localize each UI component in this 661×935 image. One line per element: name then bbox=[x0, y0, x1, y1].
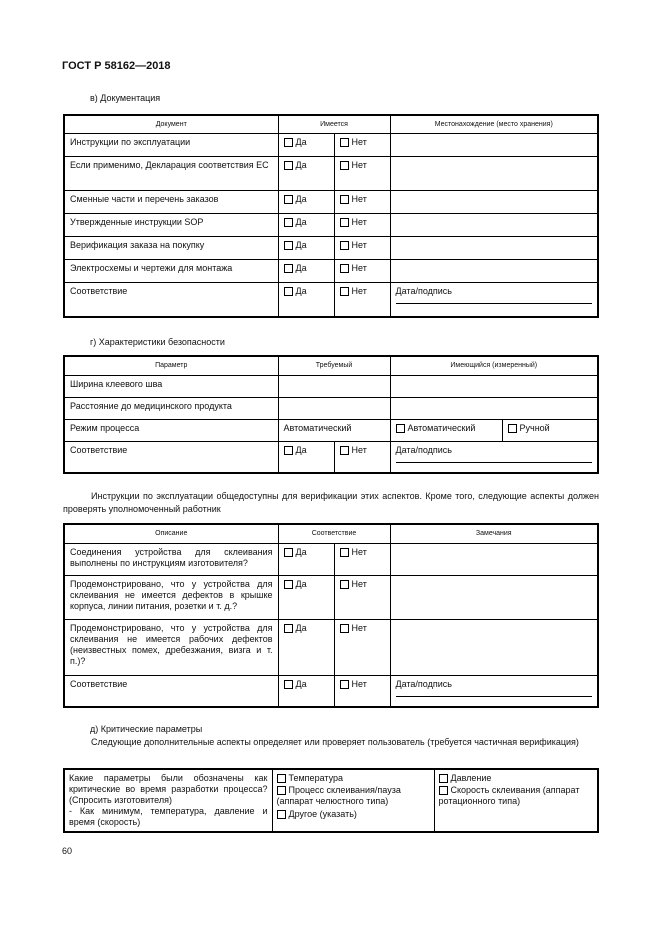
section-g-title: г) Характеристики безопасности bbox=[90, 337, 225, 347]
section-d-text: Следующие дополнительные аспекты определяет или проверяет пользователь (требуется частичная верификация) bbox=[91, 737, 579, 747]
row-label: Верификация заказа на покупку bbox=[64, 236, 278, 259]
section-d-title: д) Критические параметры bbox=[90, 724, 203, 734]
table-row: Соответствие Да Нет Дата/подпись bbox=[64, 675, 598, 707]
critical-hint: - Как минимум, температура, давление и время (скорость) bbox=[69, 806, 268, 827]
location-cell[interactable] bbox=[390, 236, 598, 259]
checkbox-yes[interactable] bbox=[284, 680, 293, 689]
checkbox-yes[interactable] bbox=[284, 161, 293, 170]
instructions-paragraph: Инструкции по эксплуатации общедоступны для верификации этих аспектов. Кроме того, следующие аспекты должен проверять уполномоченный работник bbox=[63, 491, 599, 514]
table-row: Инструкции по эксплуатации Да Нет bbox=[64, 133, 598, 156]
checkbox-no[interactable] bbox=[340, 446, 349, 455]
document-header: ГОСТ Р 58162—2018 bbox=[62, 60, 171, 72]
checkbox-pause[interactable] bbox=[277, 786, 286, 795]
location-cell[interactable] bbox=[390, 190, 598, 213]
documentation-table bbox=[63, 114, 599, 318]
checkbox-no[interactable] bbox=[340, 195, 349, 204]
col-compliance: Соответствие bbox=[278, 524, 390, 543]
col-required: Требуемый bbox=[278, 356, 390, 375]
checkbox-no[interactable] bbox=[340, 241, 349, 250]
row-label: Если применимо, Декларация соответствия ЕС bbox=[64, 156, 278, 190]
row-label: Соответствие bbox=[64, 282, 278, 317]
row-label: Электросхемы и чертежи для монтажа bbox=[64, 259, 278, 282]
col-parameter: Параметр bbox=[64, 356, 278, 375]
checkbox-no[interactable] bbox=[340, 138, 349, 147]
checkbox-yes[interactable] bbox=[284, 218, 293, 227]
signature-field[interactable]: Дата/подпись bbox=[396, 286, 592, 304]
col-remarks: Замечания bbox=[390, 524, 598, 543]
checkbox-no[interactable] bbox=[340, 624, 349, 633]
row-label: Продемонстрировано, что у устройства для склеивания не имеется рабочих дефектов (неизвестных помех, дребезжания, визга и т. п.)? bbox=[64, 619, 278, 675]
checkbox-speed[interactable] bbox=[439, 786, 448, 795]
safety-table bbox=[63, 355, 599, 474]
checkbox-yes[interactable] bbox=[284, 264, 293, 273]
table-row: Соответствие Да Нет Дата/подпись bbox=[64, 441, 598, 473]
table-row: Верификация заказа на покупку Да Нет bbox=[64, 236, 598, 259]
checkbox-yes[interactable] bbox=[284, 195, 293, 204]
row-label: Режим процесса bbox=[64, 419, 278, 441]
table-row: Соединения устройства для склеивания выполнены по инструкциям изготовителя? Да Нет bbox=[64, 543, 598, 575]
col-measured: Имеющийся (измеренный) bbox=[390, 356, 598, 375]
row-label: Сменные части и перечень заказов bbox=[64, 190, 278, 213]
row-label: Утвержденные инструкции SOP bbox=[64, 213, 278, 236]
checkbox-no[interactable] bbox=[340, 580, 349, 589]
checkbox-no[interactable] bbox=[340, 680, 349, 689]
row-label: Соединения устройства для склеивания выполнены по инструкциям изготовителя? bbox=[64, 543, 278, 575]
table-row: Продемонстрировано, что у устройства для склеивания не имеется рабочих дефектов (неизвестных помех, дребезжания, визга и т. п.)? Да Нет bbox=[64, 619, 598, 675]
checkbox-yes[interactable] bbox=[284, 287, 293, 296]
col-available: Имеется bbox=[278, 115, 390, 133]
checkbox-temperature[interactable] bbox=[277, 774, 286, 783]
location-cell[interactable] bbox=[390, 213, 598, 236]
checkbox-other[interactable] bbox=[277, 810, 286, 819]
row-label: Соответствие bbox=[64, 675, 278, 707]
checkbox-no[interactable] bbox=[340, 218, 349, 227]
checks-table bbox=[63, 523, 599, 708]
row-label: Продемонстрировано, что у устройства для склеивания не имеется дефектов в крышке корпуса, линии питания, розетки и т. д.? bbox=[64, 575, 278, 619]
measured-cell[interactable] bbox=[390, 397, 598, 419]
col-description: Описание bbox=[64, 524, 278, 543]
location-cell[interactable] bbox=[390, 156, 598, 190]
checkbox-yes[interactable] bbox=[284, 548, 293, 557]
table-row bbox=[64, 397, 598, 419]
checkbox-pressure[interactable] bbox=[439, 774, 448, 783]
checkbox-automatic[interactable] bbox=[396, 424, 405, 433]
required-cell[interactable] bbox=[278, 375, 390, 397]
checkbox-yes[interactable] bbox=[284, 138, 293, 147]
table-row: Соответствие Да Нет Дата/подпись bbox=[64, 282, 598, 317]
remarks-cell[interactable] bbox=[390, 619, 598, 675]
checkbox-yes[interactable] bbox=[284, 580, 293, 589]
checkbox-no[interactable] bbox=[340, 264, 349, 273]
col-location: Местонахождение (место хранения) bbox=[390, 115, 598, 133]
section-v-title: в) Документация bbox=[90, 93, 161, 103]
row-label: Соответствие bbox=[64, 441, 278, 473]
page-number: 60 bbox=[62, 846, 73, 856]
checkbox-yes[interactable] bbox=[284, 624, 293, 633]
measured-cell[interactable] bbox=[390, 375, 598, 397]
row-label: Ширина клеевого шва bbox=[64, 375, 278, 397]
required-mode: Автоматический bbox=[278, 419, 390, 441]
location-cell[interactable] bbox=[390, 133, 598, 156]
table-row: Утвержденные инструкции SOP Да Нет bbox=[64, 213, 598, 236]
remarks-cell[interactable] bbox=[390, 543, 598, 575]
col-document: Документ bbox=[64, 115, 278, 133]
table-row: Если применимо, Декларация соответствия ЕС Да Нет bbox=[64, 156, 598, 190]
location-cell[interactable] bbox=[390, 259, 598, 282]
table-row: Продемонстрировано, что у устройства для склеивания не имеется дефектов в крышке корпуса, линии питания, розетки и т. д.? Да Нет bbox=[64, 575, 598, 619]
table-row bbox=[64, 375, 598, 397]
critical-question: Какие параметры были обозначены как критические во время разработки процесса? (Спросить изготовителя) bbox=[69, 773, 268, 805]
checkbox-yes[interactable] bbox=[284, 446, 293, 455]
checkbox-manual[interactable] bbox=[508, 424, 517, 433]
signature-field[interactable]: Дата/подпись bbox=[396, 679, 593, 697]
checkbox-no[interactable] bbox=[340, 548, 349, 557]
checkbox-no[interactable] bbox=[340, 161, 349, 170]
critical-parameters-table: Какие параметры были обозначены как критические во время разработки процесса? (Спросить изготовителя) - Как минимум, температура, давление и время (скорость) Температура Процесс склеивания/пауза (аппарат челюстного типа) Другое (указать) Давление Скорость склеивания (аппарат ротационного типа) bbox=[63, 768, 599, 833]
table-row: Электросхемы и чертежи для монтажа Да Нет bbox=[64, 259, 598, 282]
row-label: Инструкции по эксплуатации bbox=[64, 133, 278, 156]
required-cell[interactable] bbox=[278, 397, 390, 419]
signature-field[interactable]: Дата/подпись bbox=[396, 445, 592, 463]
row-label: Расстояние до медицинского продукта bbox=[64, 397, 278, 419]
remarks-cell[interactable] bbox=[390, 575, 598, 619]
checkbox-no[interactable] bbox=[340, 287, 349, 296]
checkbox-yes[interactable] bbox=[284, 241, 293, 250]
table-row: Режим процесса Автоматический Автоматический Ручной bbox=[64, 419, 598, 441]
table-row: Сменные части и перечень заказов Да Нет bbox=[64, 190, 598, 213]
